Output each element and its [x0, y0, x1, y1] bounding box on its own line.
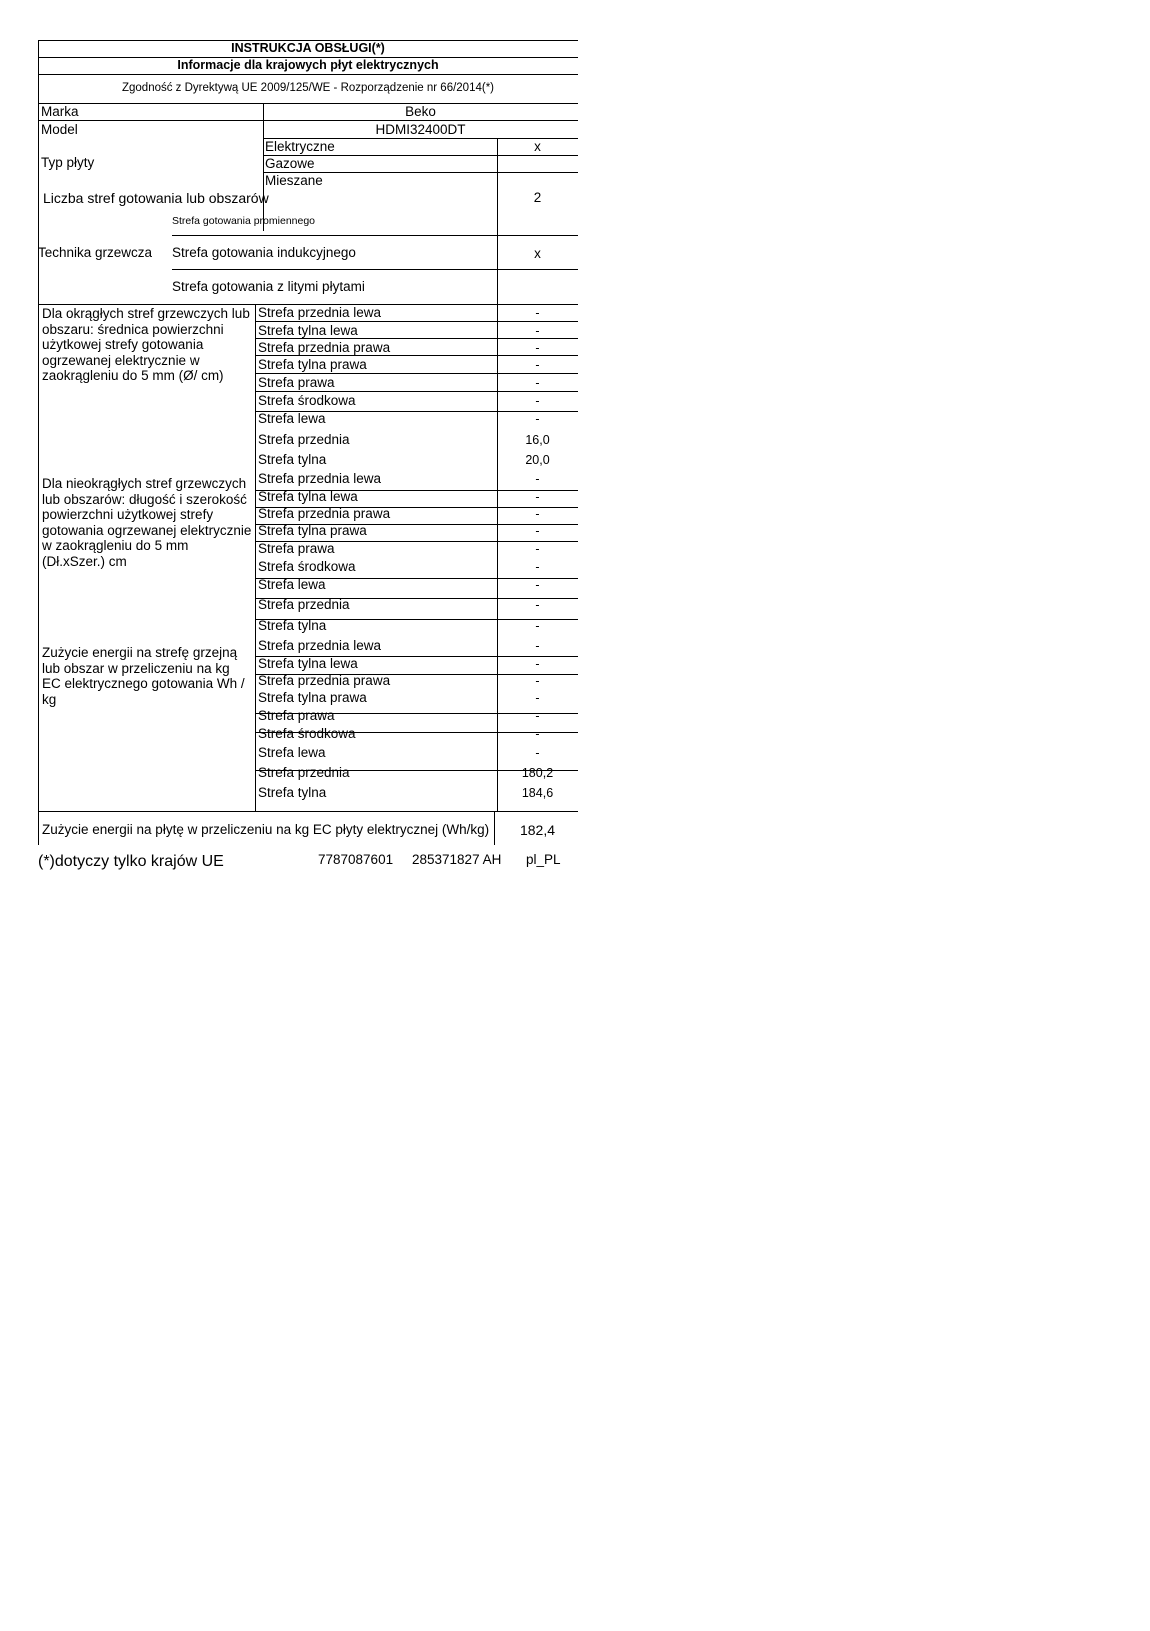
zone-name: Strefa prawa: [258, 541, 335, 556]
zone-value: -: [535, 324, 540, 338]
zone-name: Strefa przednia prawa: [258, 673, 391, 688]
zone-row-divider: [255, 490, 578, 491]
zone-value: -: [535, 358, 540, 372]
zone-row-divider: [255, 770, 578, 771]
zone-value: -: [535, 560, 540, 574]
hob-type-gas: Gazowe: [265, 156, 315, 171]
zone-name: Strefa środkowa: [258, 726, 356, 741]
zone-row-divider: [255, 541, 578, 542]
heating-tech-label: Technika grzewcza: [38, 245, 153, 260]
zone-col-divider: [255, 304, 256, 811]
zone-row-divider: [255, 338, 578, 339]
zone-name: Strefa tylna prawa: [258, 523, 367, 538]
zone-name: Strefa przednia lewa: [258, 638, 382, 653]
hob-type-label: Typ płyty: [41, 155, 95, 170]
brand-divider: [38, 120, 578, 121]
zone-value: -: [535, 691, 540, 705]
heating-induction-mark: x: [534, 246, 541, 261]
heating-radiant: Strefa gotowania promiennego: [172, 215, 316, 227]
zones-count-label: Liczba stref gotowania lub obszarów: [43, 190, 269, 206]
table-border-left: [38, 40, 39, 845]
model-value: HDMI32400DT: [375, 122, 466, 137]
footer-note: (*)dotyczy tylko krajów UE: [38, 853, 224, 870]
subtitle-divider: [38, 74, 578, 75]
zone-value: -: [535, 709, 540, 723]
zone-row-divider: [255, 391, 578, 392]
energy-total-label: Zużycie energii na płytę w przeliczeniu na kg EC płyty elektrycznej (Wh/kg): [42, 822, 490, 837]
zone-value: -: [535, 727, 540, 741]
zone-value: 16,0: [525, 433, 550, 447]
zone-value: -: [535, 578, 540, 592]
zone-name: Strefa lewa: [258, 577, 326, 592]
zone-value: -: [535, 542, 540, 556]
zone-name: Strefa przednia: [258, 597, 350, 612]
zone-row-divider: [255, 373, 578, 374]
zone-row-divider: [255, 355, 578, 356]
zone-value: -: [535, 746, 540, 760]
zone-name: Strefa tylna: [258, 785, 327, 800]
zone-value: -: [535, 412, 540, 426]
energy-total-value: 182,4: [519, 822, 556, 838]
zone-name: Strefa przednia prawa: [258, 340, 391, 355]
zone-name: Strefa przednia: [258, 765, 350, 780]
zone-name: Strefa prawa: [258, 375, 335, 390]
zone-value: -: [535, 657, 540, 671]
zone-row-divider: [255, 732, 578, 733]
zone-name: Strefa tylna: [258, 618, 327, 633]
zone-row-divider: [255, 656, 578, 657]
footer-locale: pl_PL: [526, 852, 561, 867]
footer-code-2: 285371827 AH: [412, 852, 502, 867]
zone-section-bottom: [38, 811, 578, 812]
energy-zones-label: Zużycie energii na strefę grzejną lub obszar w przeliczeniu na kg EC elektrycznego gotowania Wh / kg: [42, 645, 245, 707]
heating-divider-1: [172, 235, 578, 236]
zone-name: Strefa tylna lewa: [258, 489, 358, 504]
hob-type-mixed: Mieszane: [265, 173, 323, 188]
zone-name: Strefa przednia prawa: [258, 506, 391, 521]
zone-row-divider: [255, 524, 578, 525]
top-right-col-divider: [497, 138, 498, 304]
energy-total-col-divider: [494, 811, 495, 845]
round-zones-label: Dla okrągłych stref grzewczych lub obszaru: średnica powierzchni użytkowej strefy gotowania ogrzewanej elektrycznie w zaokrągleniu do 5 mm (Ø/ cm): [42, 306, 250, 383]
zone-name: Strefa tylna lewa: [258, 323, 358, 338]
zone-name: Strefa tylna: [258, 452, 327, 467]
zone-value: -: [535, 306, 540, 320]
zone-value: -: [535, 394, 540, 408]
zone-row-divider: [255, 321, 578, 322]
zone-value: -: [535, 376, 540, 390]
hob-type-electric: Elektryczne: [265, 139, 335, 154]
zone-name: Strefa lewa: [258, 411, 326, 426]
zone-name: Strefa przednia: [258, 432, 350, 447]
heating-induction: Strefa gotowania indukcyjnego: [172, 245, 356, 260]
zone-value: -: [535, 490, 540, 504]
zone-value-col-divider: [497, 304, 498, 811]
top-section-col-divider: [263, 103, 264, 231]
zone-row-divider: [255, 619, 578, 620]
zones-count-value: 2: [533, 190, 542, 205]
zone-name: Strefa tylna prawa: [258, 357, 367, 372]
heating-solid: Strefa gotowania z litymi płytami: [172, 279, 365, 294]
zone-name: Strefa środkowa: [258, 559, 356, 574]
zone-value: -: [535, 341, 540, 355]
zone-row-divider: [255, 507, 578, 508]
sheet-subtitle: Informacje dla krajowych płyt elektrycznych: [177, 58, 439, 72]
zone-name: Strefa przednia lewa: [258, 471, 382, 486]
footer-code-1: 7787087601: [318, 852, 394, 867]
zone-row-divider: [255, 578, 578, 579]
zone-value: -: [535, 619, 540, 633]
zone-value: -: [535, 598, 540, 612]
zone-name: Strefa przednia lewa: [258, 305, 382, 320]
zone-value: -: [535, 507, 540, 521]
heating-divider-2: [172, 269, 578, 270]
zone-row-divider: [255, 411, 578, 412]
directive-divider: [38, 103, 578, 104]
brand-value: Beko: [405, 104, 436, 119]
zone-name: Strefa tylna lewa: [258, 656, 358, 671]
zone-value: -: [535, 639, 540, 653]
model-label: Model: [41, 122, 78, 137]
zone-name: Strefa tylna prawa: [258, 690, 367, 705]
zone-value: 180,2: [521, 766, 554, 780]
hob-type-electric-mark: x: [534, 139, 541, 154]
nonround-zones-label: Dla nieokrągłych stref grzewczych lub obszarów: długość i szerokość powierzchni użytkowej strefy gotowania ogrzewanej elektrycznie w zaokrągleniu do 5 mm (Dł.xSzer.) cm: [42, 476, 252, 569]
zone-name: Strefa prawa: [258, 708, 335, 723]
zone-row-divider: [255, 598, 578, 599]
zone-value: -: [535, 674, 540, 688]
zone-name: Strefa lewa: [258, 745, 326, 760]
directive-text: Zgodność z Dyrektywą UE 2009/125/WE - Rozporządzenie nr 66/2014(*): [121, 82, 494, 94]
zone-name: Strefa środkowa: [258, 393, 356, 408]
zone-row-divider: [255, 674, 578, 675]
sheet-title: INSTRUKCJA OBSŁUGI(*): [231, 41, 385, 55]
zone-value: 20,0: [525, 453, 550, 467]
zone-value: 184,6: [521, 786, 554, 800]
brand-label: Marka: [41, 104, 79, 119]
zone-row-divider: [255, 713, 578, 714]
zone-value: -: [535, 472, 540, 486]
zone-value: -: [535, 524, 540, 538]
